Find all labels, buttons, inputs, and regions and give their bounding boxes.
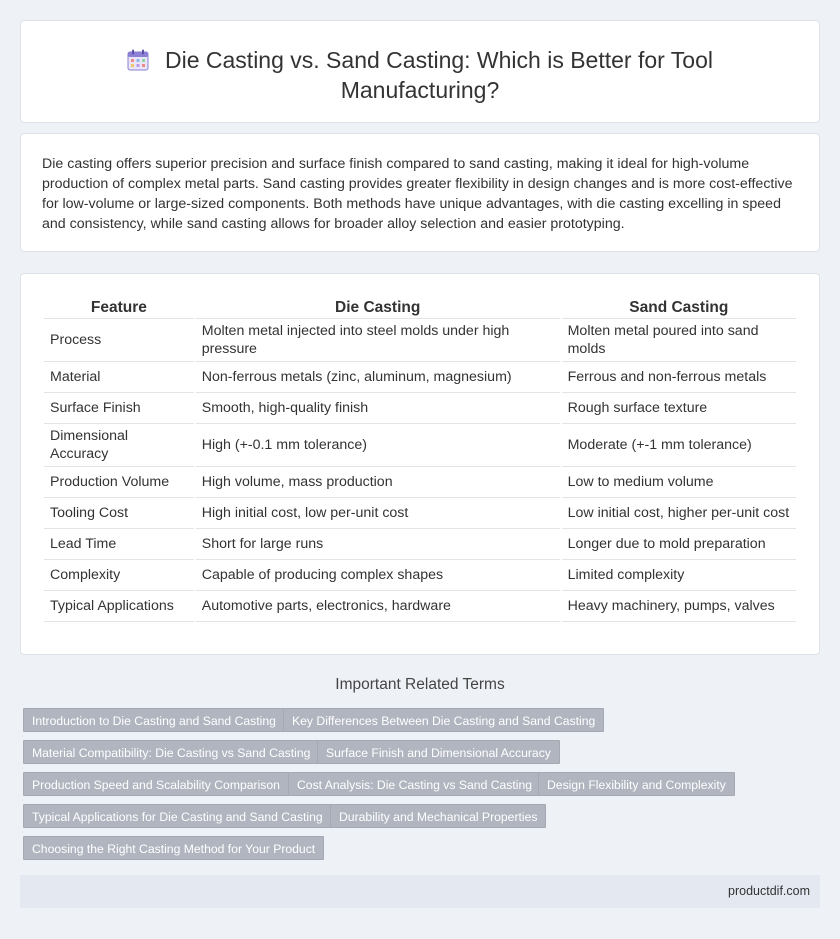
cell-feature: Tooling Cost — [44, 498, 194, 529]
cell-sand-casting: Molten metal poured into sand molds — [562, 319, 796, 362]
table-row — [44, 529, 796, 560]
page-title-wrap — [61, 45, 779, 105]
cell-die-casting: Capable of producing complex shapes — [196, 560, 560, 591]
cell-feature: Typical Applications — [44, 591, 194, 622]
cell-die-casting: High (+-0.1 mm tolerance) — [196, 424, 560, 467]
cell-feature: Material — [44, 362, 194, 393]
cell-feature: Production Volume — [44, 467, 194, 498]
related-tag[interactable]: Design Flexibility and Complexity — [538, 772, 735, 796]
header-feature: Feature — [44, 297, 194, 319]
cell-feature: Process — [44, 319, 194, 362]
table-row — [44, 498, 796, 529]
cell-feature: Complexity — [44, 560, 194, 591]
comparison-card — [20, 273, 820, 655]
comparison-table — [42, 297, 798, 622]
related-tag[interactable]: Introduction to Die Casting and Sand Casting — [23, 708, 285, 732]
intro-text: Die casting offers superior precision and surface finish compared to sand casting, making it ideal for high-volume production of complex metal parts. Sand casting provides greater flexibility in design changes and is more cost-effective for low-volume or large-sized components. Both methods have unique advantages, with die casting excelling in speed and consistency, while sand casting allows for broader alloy selection and easier prototyping. — [42, 156, 793, 232]
cell-sand-casting: Rough surface texture — [562, 393, 796, 424]
cell-feature: Surface Finish — [44, 393, 194, 424]
table-row — [44, 467, 796, 498]
intro-card — [20, 133, 820, 252]
cell-die-casting: Molten metal injected into steel molds under high pressure — [196, 319, 560, 362]
cell-sand-casting: Heavy machinery, pumps, valves — [562, 591, 796, 622]
related-tag[interactable]: Material Compatibility: Die Casting vs Sand Casting — [23, 740, 319, 764]
related-tag[interactable]: Surface Finish and Dimensional Accuracy — [317, 740, 560, 764]
page-title: Die Casting vs. Sand Casting: Which is Better for Tool Manufacturing? — [165, 47, 713, 103]
calendar-icon — [127, 49, 149, 71]
related-tag[interactable]: Cost Analysis: Die Casting vs Sand Casting — [288, 772, 541, 796]
related-tag[interactable]: Production Speed and Scalability Comparison — [23, 772, 289, 796]
table-row — [44, 424, 796, 467]
cell-die-casting: High initial cost, low per-unit cost — [196, 498, 560, 529]
cell-sand-casting: Low initial cost, higher per-unit cost — [562, 498, 796, 529]
cell-feature: Lead Time — [44, 529, 194, 560]
cell-sand-casting: Low to medium volume — [562, 467, 796, 498]
cell-sand-casting: Moderate (+-1 mm tolerance) — [562, 424, 796, 467]
cell-die-casting: Non-ferrous metals (zinc, aluminum, magnesium) — [196, 362, 560, 393]
cell-sand-casting: Longer due to mold preparation — [562, 529, 796, 560]
cell-die-casting: Short for large runs — [196, 529, 560, 560]
related-tag[interactable]: Durability and Mechanical Properties — [330, 804, 546, 828]
header-card — [20, 20, 820, 123]
related-tag[interactable]: Typical Applications for Die Casting and Sand Casting — [23, 804, 332, 828]
related-tag[interactable]: Choosing the Right Casting Method for Your Product — [23, 836, 324, 860]
cell-sand-casting: Ferrous and non-ferrous metals — [562, 362, 796, 393]
header-die-casting: Die Casting — [196, 297, 560, 319]
cell-sand-casting: Limited complexity — [562, 560, 796, 591]
table-row — [44, 560, 796, 591]
table-row — [44, 393, 796, 424]
footer-site-link[interactable]: productdif.com — [728, 884, 810, 898]
footer — [20, 875, 820, 908]
table-row — [44, 591, 796, 622]
cell-die-casting: Smooth, high-quality finish — [196, 393, 560, 424]
table-row — [44, 319, 796, 362]
cell-feature: Dimensional Accuracy — [44, 424, 194, 467]
header-sand-casting: Sand Casting — [562, 297, 796, 319]
cell-die-casting: Automotive parts, electronics, hardware — [196, 591, 560, 622]
table-row — [44, 362, 796, 393]
cell-die-casting: High volume, mass production — [196, 467, 560, 498]
related-terms-title: Important Related Terms — [335, 676, 505, 693]
related-tag[interactable]: Key Differences Between Die Casting and Sand Casting — [283, 708, 604, 732]
